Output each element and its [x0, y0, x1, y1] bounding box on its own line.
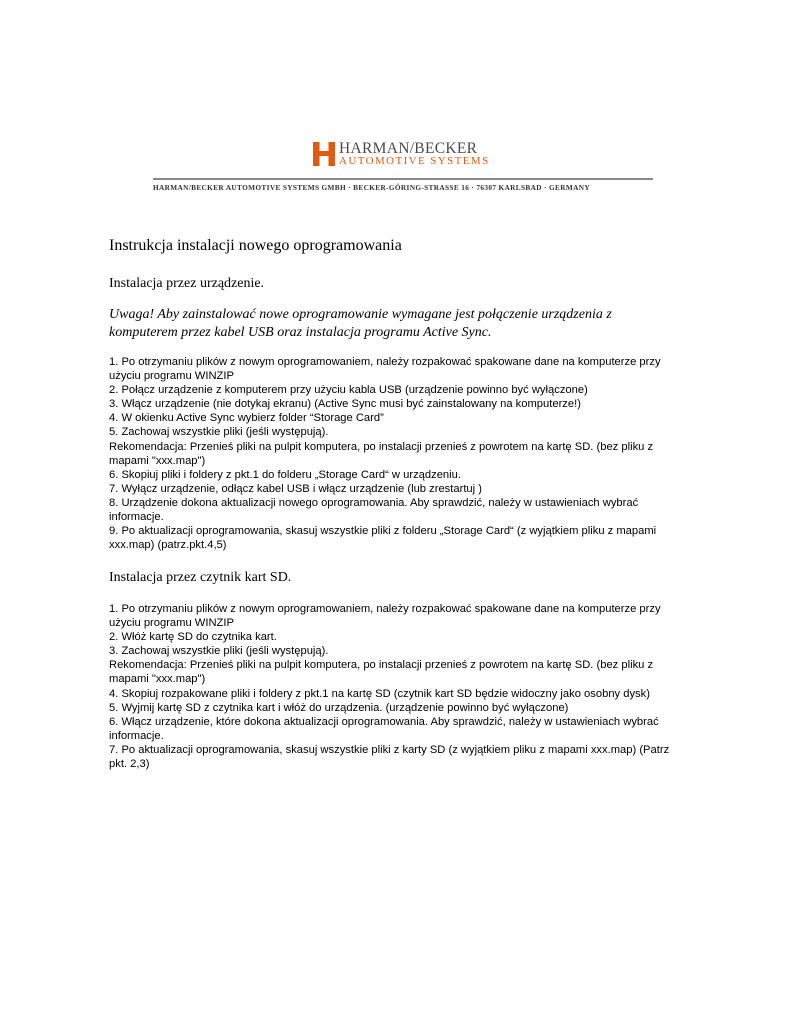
list-item: 1. Po otrzymaniu plików z nowym oprogramowaniem, należy rozpakować spakowane dane na komputerze przy użyciu programu WINZIP	[109, 603, 661, 630]
header-rule	[153, 178, 653, 180]
company-logo	[313, 141, 490, 167]
list-item: 8. Urządzenie dokona aktualizacji nowego oprogramowania. Aby sprawdzić, należy w ustawieniach wybrać informacje.	[109, 496, 639, 524]
list-item: 5. Zachowaj wszystkie pliki (jeśli występują).	[109, 426, 329, 439]
list-item: 2. Włóż kartę SD do czytnika kart.	[109, 631, 277, 644]
section1-heading: Instalacja przez urządzenie.	[109, 276, 265, 291]
warning-line-1: Uwaga! Aby zainstalować nowe oprogramowanie wymagane jest połączenie urządzenia z	[109, 307, 612, 322]
document-title: Instrukcja instalacji nowego oprogramowania	[109, 237, 402, 254]
section2-heading: Instalacja przez czytnik kart SD.	[109, 570, 292, 585]
list-item: 6. Skopiuj pliki i foldery z pkt.1 do folderu „Storage Card“ w urządzeniu.	[109, 468, 461, 481]
logo-subtitle: AUTOMOTIVE SYSTEMS	[339, 155, 490, 167]
list-item: 3. Zachowaj wszystkie pliki (jeśli występują).	[109, 645, 329, 658]
list-item: 4. Skopiuj rozpakowane pliki i foldery z pkt.1 na kartę SD (czytnik kart SD będzie widoczny jako osobny dysk)	[109, 687, 650, 700]
list-item: 9. Po aktualizacji oprogramowania, skasuj wszystkie pliki z folderu „Storage Card“ (z wyjątkiem pliku z mapami xxx.map) (patrz.pkt.4,5)	[109, 525, 657, 552]
harman-becker-logo-icon	[313, 142, 335, 166]
list-item: 1. Po otrzymaniu plików z nowym oprogramowaniem, należy rozpakować spakowane dane na komputerze przy użyciu programu WINZIP	[109, 356, 661, 383]
list-item: 7. Wyłącz urządzenie, odłącz kabel USB i włącz urządzenie (lub zrestartuj )	[109, 482, 482, 495]
list-item: 2. Połącz urządzenie z komputerem przy użyciu kabla USB (urządzenie powinno być wyłączone)	[109, 384, 588, 397]
list-item: 4. W okienku Active Sync wybierz folder “Storage Card”	[109, 412, 384, 425]
section2-steps	[109, 602, 674, 771]
warning-line-2: komputerem przez kabel USB oraz instalacja programu Active Sync.	[109, 325, 492, 340]
list-item: 5. Wyjmij kartę SD z czytnika kart i włóż do urządzenia. (urządzenie powinno być wyłączone)	[109, 701, 569, 714]
company-address: HARMAN/BECKER AUTOMOTIVE SYSTEMS GMBH · BECKER-GÖRING-STRASSE 16 · 76307 KARLSBAD · GERMANY	[153, 183, 590, 192]
section1-steps	[109, 355, 674, 552]
warning-note	[109, 306, 669, 342]
list-item: 3. Włącz urządzenie (nie dotykaj ekranu) (Active Sync musi być zainstalowany na komputerze!)	[109, 398, 581, 411]
list-item: 6. Włącz urządzenie, które dokona aktualizacji oprogramowania. Aby sprawdzić, należy w ustawieniach wybrać informacje.	[109, 715, 659, 742]
logo-name: HARMAN/BECKER	[339, 140, 478, 157]
list-item: Rekomendacja: Przenieś pliki na pulpit komputera, po instalacji przenieś z powrotem na kartę SD. (bez pliku z mapami "xxx.map")	[109, 440, 654, 467]
list-item: 7. Po aktualizacji oprogramowania, skasuj wszystkie pliki z karty SD (z wyjątkiem pliku z mapami xxx.map) (Patrz pkt. 2,3)	[109, 743, 670, 771]
list-item: Rekomendacja: Przenieś pliki na pulpit komputera, po instalacji przenieś z powrotem na kartę SD. (bez pliku z mapami "xxx.map")	[109, 659, 654, 686]
